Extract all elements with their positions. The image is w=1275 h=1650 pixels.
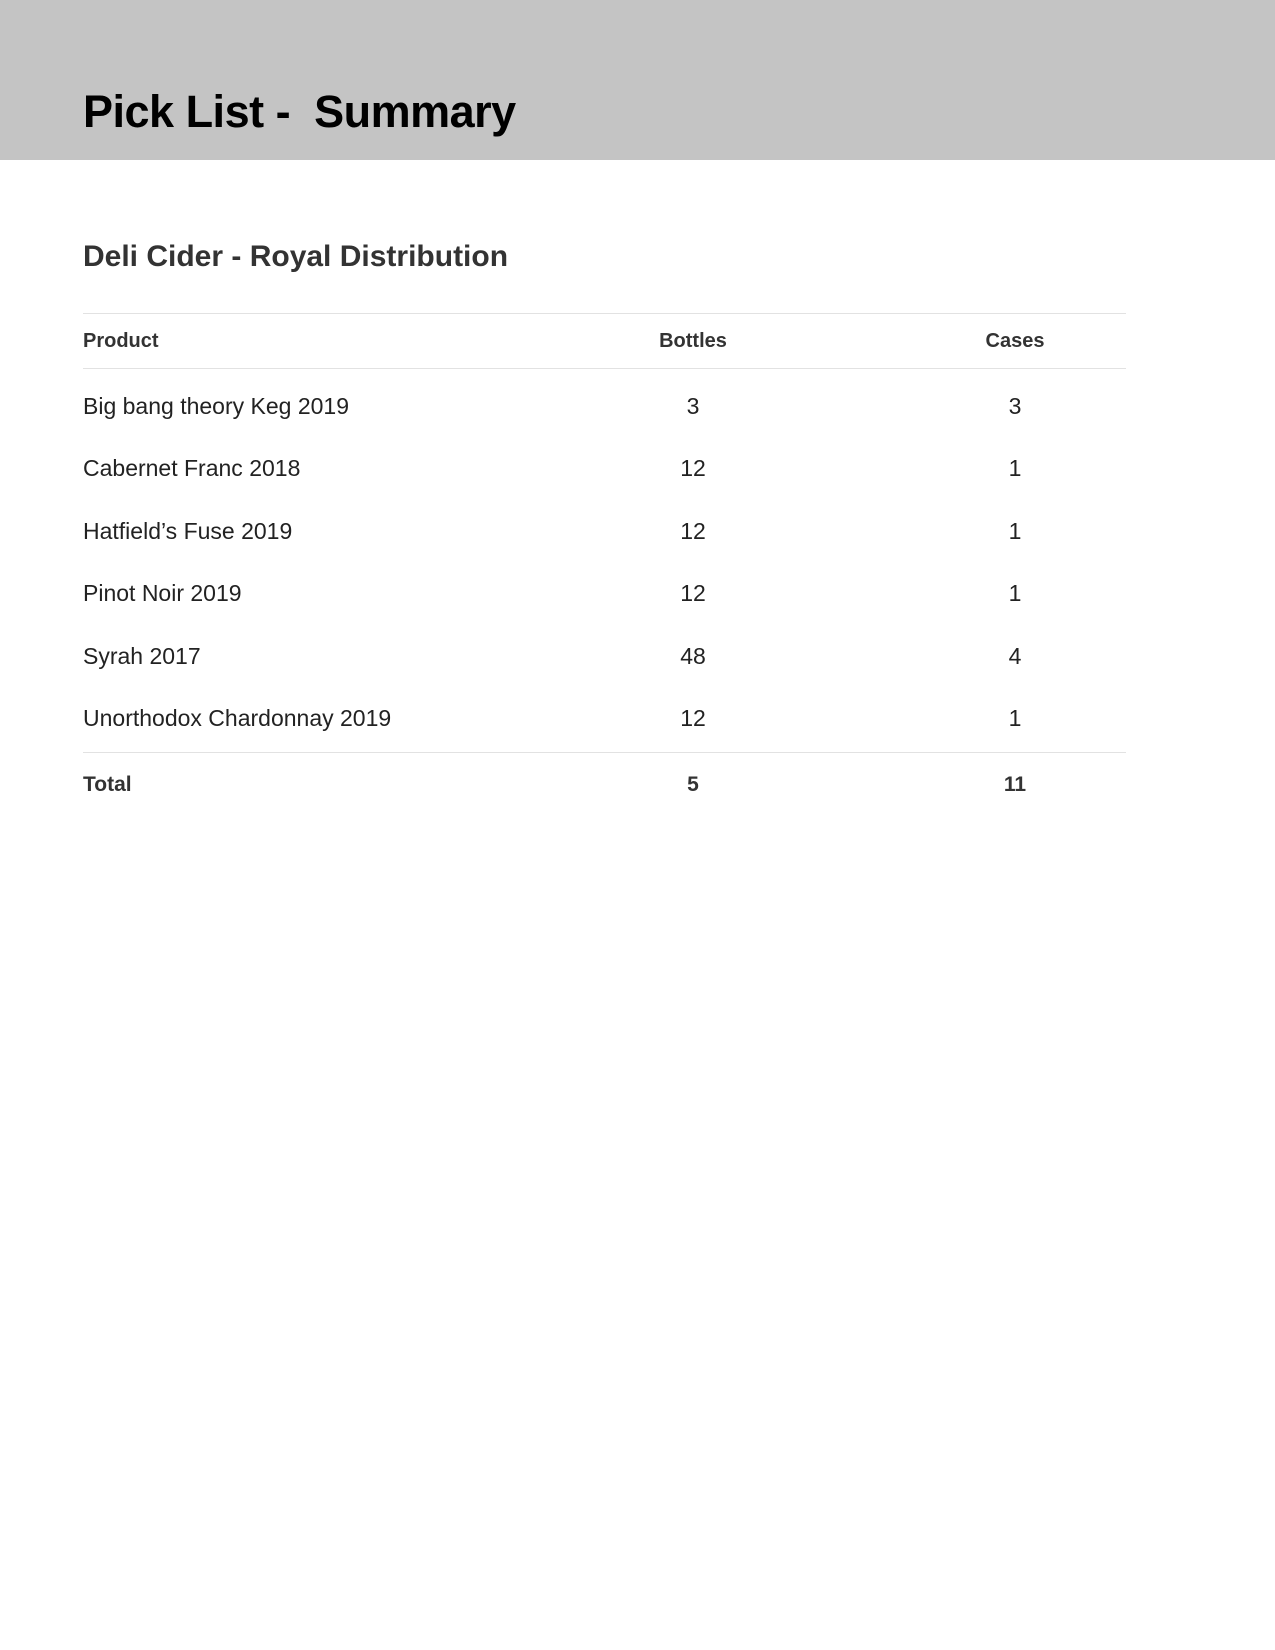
- table-row: [83, 500, 1126, 563]
- section-title: Deli Cider - Royal Distribution: [83, 240, 509, 273]
- column-header-bottles: Bottles: [659, 329, 727, 352]
- cell-product: Pinot Noir 2019: [83, 580, 242, 607]
- cell-product: Cabernet Franc 2018: [83, 455, 301, 482]
- cell-bottles: 3: [686, 392, 700, 419]
- cell-bottles: 12: [680, 580, 706, 607]
- table-row: [83, 375, 1126, 438]
- table-body: [83, 369, 1126, 752]
- pick-list-table: [83, 313, 1126, 817]
- cell-bottles: 48: [680, 642, 706, 669]
- column-header-cases: Cases: [985, 329, 1045, 352]
- cell-bottles: 12: [680, 517, 706, 544]
- cell-product: Unorthodox Chardonnay 2019: [83, 705, 392, 732]
- table-row: [83, 438, 1126, 501]
- column-header-product: Product: [83, 329, 159, 352]
- cell-product: Syrah 2017: [83, 642, 201, 669]
- total-bottles: 5: [687, 773, 699, 796]
- cell-cases: 1: [1008, 705, 1022, 732]
- table-row: [83, 625, 1126, 688]
- total-label: Total: [83, 773, 132, 796]
- cell-bottles: 12: [680, 455, 706, 482]
- cell-bottles: 12: [680, 705, 706, 732]
- page-title: Pick List - Summary: [83, 86, 516, 137]
- cell-cases: 1: [1008, 580, 1022, 607]
- table-row: [83, 688, 1126, 751]
- table-total-row: [83, 753, 1126, 817]
- cell-cases: 1: [1008, 517, 1022, 544]
- cell-product: Big bang theory Keg 2019: [83, 392, 349, 419]
- cell-product: Hatfield’s Fuse 2019: [83, 517, 293, 544]
- cell-cases: 4: [1008, 642, 1022, 669]
- cell-cases: 3: [1008, 392, 1022, 419]
- cell-cases: 1: [1008, 455, 1022, 482]
- total-cases: 11: [1003, 773, 1027, 796]
- table-row: [83, 563, 1126, 626]
- table-header-row: [83, 314, 1126, 368]
